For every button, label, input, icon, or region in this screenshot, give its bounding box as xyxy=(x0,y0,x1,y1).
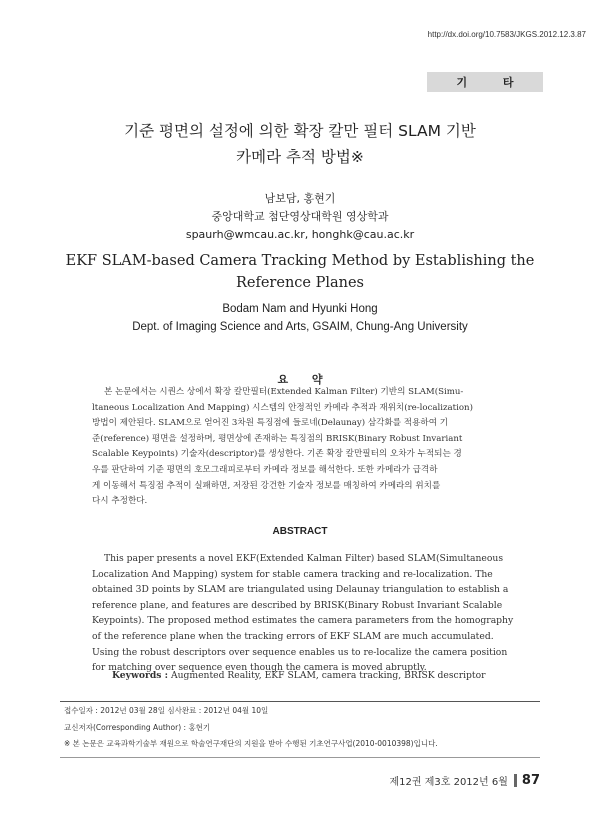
abstract-korean-line: 우를 판단하여 기준 평면의 호모그래피로부터 카메라 정보를 해석한다. 또한 카메라가 급격하 xyxy=(92,464,438,475)
abstract-korean xyxy=(92,385,508,510)
keywords-text: Augmented Reality, EKF SLAM, camera tracking, BRISK descriptor xyxy=(170,670,486,681)
abstract-korean-line: 게 이동해서 특징점 추적이 실패하면, 저장된 강건한 기술자 정보를 매칭하여 카메라의 위치를 xyxy=(92,480,441,491)
abstract-korean-line: 다시 추정한다. xyxy=(92,496,148,507)
abstract-korean-line: 방법이 제안된다. SLAM으로 얻어진 3차원 특징점에 들로네(Delaunay) 삼각화를 적용하여 기 xyxy=(92,418,449,429)
title-korean-line-1: 기준 평면의 설정에 의한 확장 칼만 필터 SLAM 기반 xyxy=(124,122,476,140)
abstract-korean-line: 준(reference) 평면을 설정하며, 평면상에 존재하는 특징점의 BRISK(Binary Robust Invariant xyxy=(92,433,463,444)
authors-korean-block xyxy=(0,190,600,244)
keywords xyxy=(112,670,486,681)
authors-english-block xyxy=(0,300,600,336)
bottom-divider xyxy=(60,757,540,758)
abstract-korean-line: Scalable Keypoints) 기술자(descriptor)를 생성한다. 기존 확장 칼만필터의 오차가 누적되는 경 xyxy=(92,449,462,460)
author-emails[interactable]: spaurh@wmcau.ac.kr, honghk@cau.ac.kr xyxy=(185,228,415,241)
abstract-korean-line: ltaneous Localization And Mapping) 시스템의 안정적인 카메라 추적과 재위치(re-localization) xyxy=(92,402,473,413)
title-korean xyxy=(0,118,600,170)
footnote-received: 접수일자 : 2012년 03월 28일 심사완료 : 2012년 04월 10일 xyxy=(64,706,269,715)
affiliation-english: Dept. of Imaging Science and Arts, GSAIM, Chung-Ang University xyxy=(132,321,468,333)
abstract-english-line: reference plane, and features are described by BRISK(Binary Robust Invariant Scalable xyxy=(92,599,503,611)
issue-info: 제12권 제3호 2012년 6월 xyxy=(389,777,508,788)
category-badge: 기 타 xyxy=(427,72,543,92)
abstract-english-heading: ABSTRACT xyxy=(272,526,328,537)
author-names-english: Bodam Nam and Hyunki Hong xyxy=(222,303,378,315)
affiliation-korean: 중앙대학교 첨단영상대학원 영상학과 xyxy=(211,210,389,223)
keywords-label: Keywords : xyxy=(112,670,169,681)
footnote-divider xyxy=(60,701,540,702)
abstract-english-line: Localization And Mapping) system for stable camera tracking and re-localization. The xyxy=(92,568,493,580)
abstract-english-line: Keypoints). The proposed method estimates the camera parameters from the homography xyxy=(92,615,514,627)
abstract-korean-line: 본 논문에서는 시퀀스 상에서 확장 칼만필터(Extended Kalman Filter) 기반의 SLAM(Simu- xyxy=(104,387,464,397)
doi-link[interactable]: http://dx.doi.org/10.7583/JKGS.2012.12.3.87 xyxy=(427,30,586,39)
abstract-english-line: for matching over sequence even though the camera is moved abruptly. xyxy=(92,662,427,674)
abstract-english-line: of the reference plane when the tracking errors of EKF SLAM are much accumulated. xyxy=(92,630,494,642)
author-names-korean: 남보담, 홍현기 xyxy=(264,192,336,205)
page-number: 87 xyxy=(521,773,540,788)
page-separator xyxy=(514,774,517,787)
abstract-english-line: obtained 3D points by SLAM are triangulated using Delaunay triangulation to establish a xyxy=(92,584,509,596)
abstract-english xyxy=(92,551,514,676)
abstract-english-line: This paper presents a novel EKF(Extended Kalman Filter) based SLAM(Simultaneous xyxy=(104,553,504,564)
footnote-corresponding: 교신저자(Corresponding Author) : 홍현기 xyxy=(64,723,211,732)
page-info xyxy=(390,773,541,788)
abstract-korean-heading: 요 약 xyxy=(277,373,333,386)
title-english: EKF SLAM-based Camera Tracking Method by Establishing the Reference Planes xyxy=(65,253,535,291)
footnote-funding: ※ 본 논문은 교육과학기술부 재원으로 학술연구재단의 지원을 받아 수행된 기초연구사업(2010-0010398)입니다. xyxy=(64,739,438,748)
abstract-english-line: Using the robust descriptors over sequence enables us to re-localize the camera position xyxy=(92,646,508,658)
title-korean-line-2: 카메라 추적 방법※ xyxy=(236,148,364,166)
